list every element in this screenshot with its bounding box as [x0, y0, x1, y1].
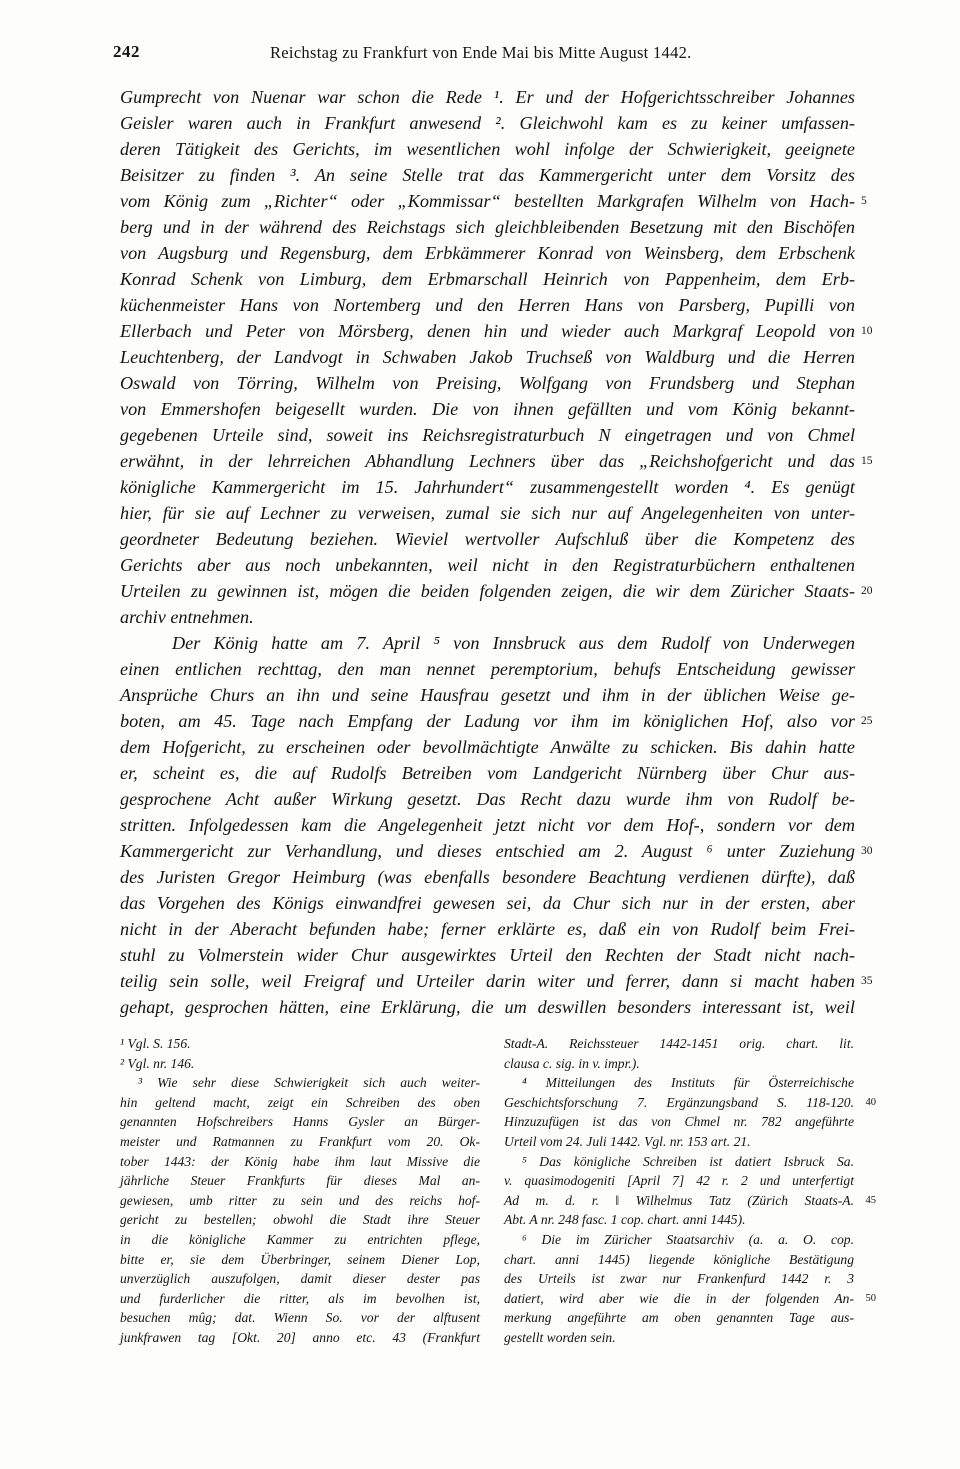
- footnote-line: [120, 1191, 480, 1211]
- footnote-line: [120, 1328, 480, 1348]
- text-line: [120, 578, 873, 604]
- text-line: [120, 994, 855, 1020]
- footnote-line: [504, 1210, 854, 1230]
- text-line: [120, 240, 855, 266]
- footnote-line-text: Urteil vom 24. Juli 1442. Vgl. nr. 153 art. 21.: [504, 1133, 751, 1149]
- line-number: 30: [861, 845, 873, 857]
- text-line: [120, 708, 873, 734]
- line-number: 25: [861, 715, 873, 727]
- text-line: [120, 500, 855, 526]
- footnote-line-text: Abt. A nr. 248 fasc. 1 cop. chart. anni 1445).: [504, 1212, 746, 1228]
- text-line: [120, 84, 855, 110]
- text-line-text: einen entlichen rechttag, den man nennet peremptorium, behufs Entscheidung gewisser: [120, 659, 855, 679]
- text-line-text: Konrad Schenk von Limburg, dem Erbmarschall Heinrich von Pappenheim, dem Erb-: [120, 269, 855, 289]
- footnote-line: [504, 1269, 854, 1289]
- text-line: [120, 682, 855, 708]
- text-line: [120, 136, 855, 162]
- footnote-line-text: gestellt worden sein.: [504, 1329, 616, 1345]
- footnote-line: [120, 1210, 480, 1230]
- footnote-line-text: datiert, wird aber wie die in der folgenden An-: [504, 1290, 854, 1306]
- footnote-line-text: ⁵ Das königliche Schreiben ist datiert Isbruck Sa.: [522, 1153, 854, 1169]
- text-line-text: er, scheint es, die auf Rudolfs Betreiben vom Landgericht Nürnberg über Chur aus-: [120, 763, 855, 783]
- footnote-line-text: genannten Hofschreibers Hanns Gysler an Bürger-: [120, 1114, 480, 1130]
- footnote-line-text: gericht zu bestellen; obwohl die Stadt ihre Steuer: [120, 1212, 480, 1228]
- footnotes-left-column: [120, 1034, 480, 1348]
- text-line-text: Beisitzer zu finden ³. An seine Stelle trat das Kammergericht unter dem Vorsitz des: [120, 165, 855, 185]
- footnote-line-text: ³ Wie sehr diese Schwierigkeit sich auch weiter-: [138, 1075, 480, 1091]
- footnote-line-text: bitte er, sie dem Überbringer, seinem Diener Lop,: [120, 1251, 480, 1267]
- text-line-text: Geisler waren auch in Frankfurt anwesend ². Gleichwohl kam es zu keiner umfassen-: [120, 113, 855, 133]
- footnote-line-text: ¹ Vgl. S. 156.: [120, 1036, 191, 1051]
- footnote-line-text: merkung angeführte am oben genannten Tage aus-: [504, 1310, 854, 1326]
- footnote-line: [504, 1034, 854, 1054]
- line-number: 40: [865, 1096, 876, 1108]
- footnote-line-text: jährliche Steuer Frankfurts für dieses Mal an-: [120, 1173, 480, 1189]
- text-line: [120, 864, 855, 890]
- footnote-line-text: Stadt-A. Reichssteuer 1442-1451 orig. chart. lit.: [504, 1036, 854, 1051]
- text-line-text: nicht in der Aberacht befunden habe; ferner erklärte es, daß ein von Rudolf beim Frei-: [120, 919, 855, 939]
- footnote-line: [504, 1308, 854, 1328]
- footnote-line: [504, 1171, 854, 1191]
- footnote-line-text: meister und Ratmannen zu Frankfurt vom 20. Ok-: [120, 1133, 480, 1149]
- text-line-text: von Augsburg und Regensburg, dem Erbkämmerer Konrad von Weinsberg, dem Erbschenk: [120, 243, 855, 263]
- text-line: [120, 188, 867, 214]
- text-line: [120, 266, 855, 292]
- footnote-line: [120, 1093, 480, 1113]
- footnote-line: [120, 1054, 480, 1074]
- main-text-block: [120, 84, 873, 1020]
- text-line-text: Ellerbach und Peter von Mörsberg, denen hin und wieder auch Markgraf Leopold von: [120, 321, 855, 341]
- text-line-text: stuhl zu Volmerstein wider Chur ausgewirktes Urteil den Rechten der Stadt nicht nach-: [120, 945, 855, 965]
- footnote-line: [504, 1289, 876, 1309]
- text-line: [120, 890, 855, 916]
- text-line-text: Leuchtenberg, der Landvogt in Schwaben Jakob Truchseß von Waldburg und die Herren: [120, 347, 855, 367]
- text-line: [120, 214, 855, 240]
- footnote-line: [504, 1230, 854, 1250]
- text-line: [120, 396, 855, 422]
- footnote-line: [504, 1250, 854, 1270]
- text-line-text: Gumprecht von Nuenar war schon die Rede ¹. Er und der Hofgerichtsschreiber Johannes: [120, 87, 855, 107]
- text-line-text: des Juristen Gregor Heimburg (was ebenfalls besondere Beachtung verdienen dürfte), daß: [120, 867, 855, 887]
- footnote-line-text: und furderlicher die ritter, als im bevolhen ist,: [120, 1290, 480, 1306]
- footnote-line-text: chart. anni 1445) liegende königliche Bestätigung: [504, 1251, 854, 1267]
- text-line: [120, 422, 855, 448]
- line-number: 35: [861, 975, 873, 987]
- text-line-text: deren Tätigkeit des Gerichts, im wesentlichen wohl infolge der Schwierigkeit, geeignete: [120, 139, 855, 159]
- text-line: [120, 630, 855, 656]
- text-line: [120, 734, 855, 760]
- footnote-line-text: Hinzuzufügen ist das von Chmel nr. 782 angeführte: [504, 1114, 854, 1130]
- text-line-text: vom König zum „Richter“ oder „Kommissar“ bestellten Markgrafen Wilhelm von Hach-: [120, 191, 855, 211]
- footnote-line: [504, 1073, 854, 1093]
- text-line-text: stritten. Infolgedessen kam die Angelegenheit jetzt nicht vor dem Hof-, sondern vor dem: [120, 815, 855, 835]
- text-line-text: gesprochene Acht außer Wirkung gesetzt. Das Recht dazu wurde ihm von Rudolf be-: [120, 789, 855, 809]
- text-line: [120, 370, 855, 396]
- text-line-text: dem Hofgericht, zu erscheinen oder bevollmächtigte Anwälte zu schicken. Bis dahin hatte: [120, 737, 855, 757]
- footnote-line-text: tober 1443: der König habe ihm laut Missive die: [120, 1153, 480, 1169]
- footnote-line: [120, 1152, 480, 1172]
- text-line: [120, 448, 873, 474]
- text-line-text: Der König hatte am 7. April ⁵ von Innsbruck aus dem Rudolf von Underwegen: [172, 633, 855, 653]
- footnote-line-text: Geschichtsforschung 7. Ergänzungsband S. 118-120.: [504, 1094, 854, 1110]
- text-line: [120, 110, 855, 136]
- footnote-line-text: v. quasimodogeniti [April 7] 42 r. 2 und unterfertigt: [504, 1173, 854, 1189]
- text-line: [120, 786, 855, 812]
- text-line-text: Kammergericht zur Verhandlung, und dieses entschied am 2. August ⁶ unter Zuziehung: [120, 841, 855, 861]
- line-number: 10: [861, 325, 873, 337]
- text-line-text: Urteilen zu gewinnen ist, mögen die beiden folgenden zeigen, die wir dem Züricher Staats-: [120, 581, 855, 601]
- text-line-text: Gerichts aber aus noch unbekannten, weil nicht in den Registraturbüchern enthaltenen: [120, 555, 855, 575]
- footnote-line-text: unverzüglich auszufolgen, damit dieser dester pas: [120, 1271, 480, 1287]
- text-line: [120, 292, 855, 318]
- line-number: 15: [861, 455, 873, 467]
- text-line-text: Oswald von Törring, Wilhelm von Preising, Wolfgang von Frundsberg und Stephan: [120, 373, 855, 393]
- footnote-line: [504, 1152, 854, 1172]
- footnote-line-text: ⁴ Mitteilungen des Instituts für Österreichische: [522, 1075, 854, 1091]
- footnote-line: [120, 1171, 480, 1191]
- running-head-title: Reichstag zu Frankfurt von Ende Mai bis Mitte August 1442.: [270, 43, 692, 62]
- footnote-line: [504, 1132, 854, 1152]
- footnote-line: [504, 1112, 854, 1132]
- text-line: [120, 916, 855, 942]
- text-line-text: küchenmeister Hans von Nortemberg und den Herren Hans von Parsberg, Pupilli von: [120, 295, 855, 315]
- footnote-line-text: hin geltend macht, zeigt ein Schreiben des oben: [120, 1094, 480, 1110]
- text-line-text: Ansprüche Churs an ihn und seine Hausfrau gesetzt und ihm in der üblichen Weise ge-: [120, 685, 855, 705]
- footnote-line-text: in die königliche Kammer zu entrichten pflege,: [120, 1231, 480, 1247]
- text-line-text: boten, am 45. Tage nach Empfang der Ladung vor ihm im königlichen Hof, also vor: [120, 711, 855, 731]
- footnote-line: [120, 1034, 480, 1054]
- text-line: [120, 162, 855, 188]
- footnote-line: [120, 1230, 480, 1250]
- text-line-text: königliche Kammergericht im 15. Jahrhundert“ zusammengestellt worden ⁴. Es genügt: [120, 477, 855, 497]
- text-line: [120, 318, 873, 344]
- text-line: [120, 552, 855, 578]
- text-line: [120, 760, 855, 786]
- line-number: 5: [861, 195, 867, 207]
- line-number: 20: [861, 585, 873, 597]
- text-line-text: gehapt, gesprochen hätten, eine Erklärung, die um deswillen besonders interessant ist, weil: [120, 997, 855, 1017]
- page-number: 242: [113, 42, 140, 61]
- text-line: [120, 656, 855, 682]
- footnote-line: [504, 1191, 876, 1211]
- text-line-text: teilig sein solle, weil Freigraf und Urteiler darin witer und ferrer, dann si macht haben: [120, 971, 855, 991]
- text-line-text: geordneter Bedeutung beziehen. Wieviel wertvoller Aufschluß über die Kompetenz des: [120, 529, 855, 549]
- text-line-text: gegebenen Urteile sind, soweit ins Reichsregistraturbuch N eingetragen und von Chmel: [120, 425, 855, 445]
- running-head: [113, 42, 873, 66]
- text-line-text: erwähnt, in der lehrreichen Abhandlung Lechners über das „Reichshofgericht und das: [120, 451, 855, 471]
- footnote-line: [120, 1269, 480, 1289]
- text-line: [120, 942, 855, 968]
- footnote-line-text: clausa c. sig. in v. impr.).: [504, 1055, 640, 1071]
- footnote-line: [120, 1112, 480, 1132]
- text-line-text: hier, für sie auf Lechner zu verweisen, zumal sie sich nur auf Angelegenheiten von unter-: [120, 503, 855, 523]
- text-line: [120, 812, 855, 838]
- text-line-text: das Vorgehen des Königs einwandfrei gewesen sei, da Chur sich nur in der ersten, aber: [120, 893, 855, 913]
- line-number: 45: [865, 1194, 876, 1206]
- footnote-line: [120, 1289, 480, 1309]
- footnote-line-text: ² Vgl. nr. 146.: [120, 1055, 195, 1071]
- footnotes-right-column: [504, 1034, 876, 1348]
- line-number: 50: [865, 1292, 876, 1304]
- text-line: [120, 526, 855, 552]
- footnote-line-text: junkfrawen tag [Okt. 20] anno etc. 43 (Frankfurt: [120, 1329, 480, 1345]
- footnote-line: [120, 1073, 480, 1093]
- footnote-line-text: besuchen mûg; dat. Wienn So. vor der alftusent: [120, 1310, 480, 1326]
- text-line: [120, 344, 855, 370]
- footnote-line: [504, 1093, 876, 1113]
- footnote-line: [120, 1250, 480, 1270]
- footnote-line: [504, 1328, 854, 1348]
- text-line-text: archiv entnehmen.: [120, 607, 254, 627]
- footnote-line-text: des Urteils ist zwar nur Frankenfurd 1442 r. 3: [504, 1271, 854, 1287]
- footnote-line-text: ⁶ Die im Züricher Staatsarchiv (a. a. O. cop.: [522, 1231, 854, 1247]
- footnote-line-text: gewiesen, umb ritter zu sein und des reichs hof-: [120, 1192, 480, 1208]
- text-line: [120, 604, 855, 630]
- footnote-line: [504, 1054, 854, 1074]
- text-line: [120, 968, 873, 994]
- text-line-text: von Emmershofen beigesellt wurden. Die von ihnen gefällten und vom König bekannt-: [120, 399, 855, 419]
- text-line: [120, 474, 855, 500]
- text-line: [120, 838, 873, 864]
- footnote-line-text: Ad m. d. r. ‖ Wilhelmus Tatz (Zürich Staats-A.: [504, 1192, 854, 1208]
- text-line-text: berg und in der während des Reichstags sich gleichbleibenden Besetzung mit den Bischöfen: [120, 217, 855, 237]
- footnote-line: [120, 1132, 480, 1152]
- footnote-line: [120, 1308, 480, 1328]
